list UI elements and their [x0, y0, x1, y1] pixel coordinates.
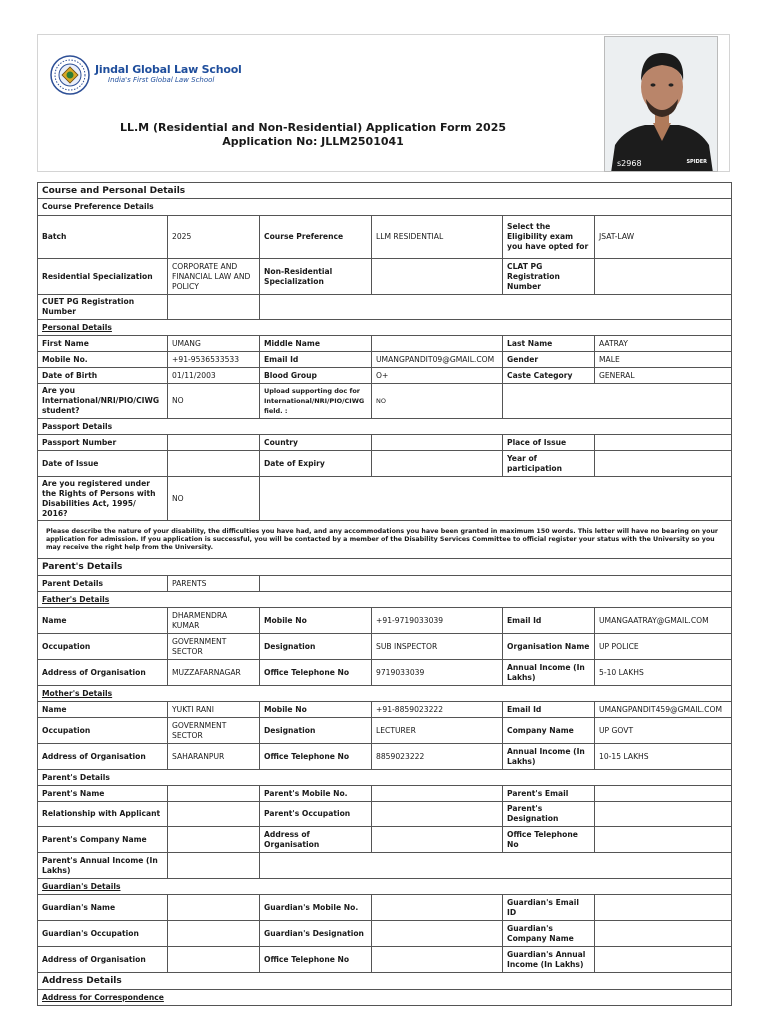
parent-mobile-label: Parent's Mobile No.	[260, 786, 372, 802]
course-preference-value: LLM RESIDENTIAL	[372, 216, 503, 259]
country-label: Country	[260, 435, 372, 451]
international-label: Are you International/NRI/PIO/CIWG student?	[38, 384, 168, 419]
photo-brand-tag: SPIDER	[686, 159, 707, 165]
table-row	[38, 947, 732, 973]
last-name-label: Last Name	[503, 336, 595, 352]
table-row	[38, 435, 732, 451]
residential-spec-value: CORPORATE AND FINANCIAL LAW AND POLICY	[168, 259, 260, 295]
table-row	[38, 827, 732, 853]
mother-designation-value: LECTURER	[372, 718, 503, 744]
dob-value: 01/11/2003	[168, 368, 260, 384]
table-row	[38, 786, 732, 802]
parent-mobile-value	[372, 786, 503, 802]
guardian-income-label: Guardian's Annual Income (In Lakhs)	[503, 947, 595, 973]
father-mobile-label: Mobile No	[260, 608, 372, 634]
parent-occupation-value	[372, 802, 503, 827]
mother-designation-label: Designation	[260, 718, 372, 744]
guardian-occupation-label: Guardian's Occupation	[38, 921, 168, 947]
parent-income-value	[168, 853, 260, 879]
father-name-label: Name	[38, 608, 168, 634]
gender-value: MALE	[595, 352, 732, 368]
guardian-email-value	[595, 895, 732, 921]
table-row	[38, 608, 732, 634]
year-participation-value	[595, 451, 732, 477]
parent-name-value	[168, 786, 260, 802]
table-row	[38, 990, 732, 1006]
cuet-pg-label: CUET PG Registration Number	[38, 295, 168, 320]
parent-company-label: Parent's Company Name	[38, 827, 168, 853]
parent-occupation-label: Parent's Occupation	[260, 802, 372, 827]
parent-office-tel-value	[595, 827, 732, 853]
empty-cell	[260, 477, 732, 521]
table-row	[38, 336, 732, 352]
mother-name-value: YUKTI RANI	[168, 702, 260, 718]
table-row	[38, 384, 732, 419]
last-name-value: AATRAY	[595, 336, 732, 352]
applicant-portrait-image	[605, 37, 718, 172]
empty-cell	[260, 576, 732, 592]
school-logo	[50, 55, 250, 99]
parent-address-value	[372, 827, 503, 853]
parent-block-heading: Parent's Details	[38, 770, 732, 786]
upload-doc-value: NO	[372, 384, 503, 419]
parent-name-label: Parent's Name	[38, 786, 168, 802]
correspondence-heading: Address for Correspondence	[38, 990, 732, 1006]
mobile-value: +91-9536533533	[168, 352, 260, 368]
table-row	[38, 702, 732, 718]
table-row	[38, 352, 732, 368]
personal-details-heading: Personal Details	[38, 320, 732, 336]
table-row	[38, 183, 732, 199]
table-row	[38, 634, 732, 660]
clat-pg-label: CLAT PG Registration Number	[503, 259, 595, 295]
gender-label: Gender	[503, 352, 595, 368]
passport-number-value	[168, 435, 260, 451]
empty-cell	[260, 853, 732, 879]
father-designation-label: Designation	[260, 634, 372, 660]
table-row	[38, 451, 732, 477]
mother-company-value: UP GOVT	[595, 718, 732, 744]
guardian-office-tel-label: Office Telephone No	[260, 947, 372, 973]
clat-pg-value	[595, 259, 732, 295]
father-office-tel-value: 9719033039	[372, 660, 503, 686]
guardian-email-label: Guardian's Email ID	[503, 895, 595, 921]
guardian-office-tel-value	[372, 947, 503, 973]
place-of-issue-value	[595, 435, 732, 451]
guardian-company-label: Guardian's Company Name	[503, 921, 595, 947]
mother-details-heading: Mother's Details	[38, 686, 732, 702]
guardian-designation-value	[372, 921, 503, 947]
mother-mobile-label: Mobile No	[260, 702, 372, 718]
caste-label: Caste Category	[503, 368, 595, 384]
table-row	[38, 879, 732, 895]
email-value: UMANGPANDIT09@GMAIL.COM	[372, 352, 503, 368]
parent-email-label: Parent's Email	[503, 786, 595, 802]
application-form-table	[37, 182, 732, 1006]
first-name-label: First Name	[38, 336, 168, 352]
parent-income-label: Parent's Annual Income (In Lakhs)	[38, 853, 168, 879]
applicant-photo	[604, 36, 718, 172]
caste-value: GENERAL	[595, 368, 732, 384]
batch-label: Batch	[38, 216, 168, 259]
mother-office-tel-label: Office Telephone No	[260, 744, 372, 770]
guardian-name-label: Guardian's Name	[38, 895, 168, 921]
table-row	[38, 802, 732, 827]
school-seal-icon	[50, 55, 90, 95]
table-row	[38, 853, 732, 879]
photo-number: s2968	[617, 159, 642, 168]
section-address: Address Details	[38, 973, 732, 990]
table-row	[38, 295, 732, 320]
table-row	[38, 320, 732, 336]
guardian-details-heading: Guardian's Details	[38, 879, 732, 895]
year-participation-label: Year of participation	[503, 451, 595, 477]
guardian-income-value	[595, 947, 732, 973]
passport-details-heading: Passport Details	[38, 419, 732, 435]
mother-occupation-label: Occupation	[38, 718, 168, 744]
table-row	[38, 521, 732, 559]
table-row	[38, 199, 732, 216]
guardian-company-value	[595, 921, 732, 947]
table-row	[38, 660, 732, 686]
mother-address-value: SAHARANPUR	[168, 744, 260, 770]
table-row	[38, 216, 732, 259]
father-name-value: DHARMENDRA KUMAR	[168, 608, 260, 634]
father-address-value: MUZZAFARNAGAR	[168, 660, 260, 686]
country-value	[372, 435, 503, 451]
date-of-issue-value	[168, 451, 260, 477]
parent-company-value	[168, 827, 260, 853]
parent-details-value: PARENTS	[168, 576, 260, 592]
guardian-mobile-value	[372, 895, 503, 921]
middle-name-label: Middle Name	[260, 336, 372, 352]
father-org-value: UP POLICE	[595, 634, 732, 660]
father-occupation-label: Occupation	[38, 634, 168, 660]
father-occupation-value: GOVERNMENT SECTOR	[168, 634, 260, 660]
mother-income-value: 10-15 LAKHS	[595, 744, 732, 770]
table-row	[38, 368, 732, 384]
mother-company-label: Company Name	[503, 718, 595, 744]
place-of-issue-label: Place of Issue	[503, 435, 595, 451]
guardian-mobile-label: Guardian's Mobile No.	[260, 895, 372, 921]
application-number: Application No: JLLM2501041	[222, 135, 404, 148]
table-row	[38, 895, 732, 921]
parent-email-value	[595, 786, 732, 802]
email-label: Email Id	[260, 352, 372, 368]
date-of-issue-label: Date of Issue	[38, 451, 168, 477]
mobile-label: Mobile No.	[38, 352, 168, 368]
table-row	[38, 686, 732, 702]
residential-spec-label: Residential Specialization	[38, 259, 168, 295]
blood-group-label: Blood Group	[260, 368, 372, 384]
form-title	[98, 121, 528, 149]
section-parents: Parent's Details	[38, 559, 732, 576]
mother-email-value: UMANGPANDIT459@GMAIL.COM	[595, 702, 732, 718]
mother-email-label: Email Id	[503, 702, 595, 718]
mother-office-tel-value: 8859023222	[372, 744, 503, 770]
section-course-personal: Course and Personal Details	[38, 183, 732, 199]
table-row	[38, 576, 732, 592]
table-row	[38, 744, 732, 770]
international-value: NO	[168, 384, 260, 419]
eligibility-exam-label: Select the Eligibility exam you have opted for	[503, 216, 595, 259]
blood-group-value: O+	[372, 368, 503, 384]
parent-office-tel-label: Office Telephone No	[503, 827, 595, 853]
table-row	[38, 259, 732, 295]
father-email-label: Email Id	[503, 608, 595, 634]
date-of-expiry-value	[372, 451, 503, 477]
empty-cell	[260, 295, 732, 320]
disability-note: Please describe the nature of your disability, the difficulties you have had, and any accommodations you have been granted in maximum 150 words. This letter will have no bearing on your application for admission. If you application is successful, you will be contacted by a member of the Disability Services Committee to official register your status with the University so you may receive the right help from the University.	[38, 521, 732, 559]
school-tagline: India's First Global Law School	[108, 76, 215, 84]
dob-label: Date of Birth	[38, 368, 168, 384]
guardian-address-label: Address of Organisation	[38, 947, 168, 973]
parent-address-label: Address of Organisation	[260, 827, 372, 853]
father-mobile-value: +91-9719033039	[372, 608, 503, 634]
relationship-value	[168, 802, 260, 827]
mother-mobile-value: +91-8859023222	[372, 702, 503, 718]
father-designation-value: SUB INSPECTOR	[372, 634, 503, 660]
empty-cell	[503, 384, 732, 419]
father-income-label: Annual Income (In Lakhs)	[503, 660, 595, 686]
parent-designation-label: Parent's Designation	[503, 802, 595, 827]
batch-value: 2025	[168, 216, 260, 259]
form-header	[37, 34, 730, 172]
mother-occupation-value: GOVERNMENT SECTOR	[168, 718, 260, 744]
guardian-occupation-value	[168, 921, 260, 947]
table-row	[38, 770, 732, 786]
course-preference-label: Course Preference	[260, 216, 372, 259]
father-income-value: 5-10 LAKHS	[595, 660, 732, 686]
nonresidential-spec-value	[372, 259, 503, 295]
form-title-line: LL.M (Residential and Non-Residential) Application Form 2025	[119, 121, 507, 134]
mother-address-label: Address of Organisation	[38, 744, 168, 770]
guardian-address-value	[168, 947, 260, 973]
disability-value: NO	[168, 477, 260, 521]
middle-name-value	[372, 336, 503, 352]
guardian-name-value	[168, 895, 260, 921]
table-row	[38, 592, 732, 608]
father-org-label: Organisation Name	[503, 634, 595, 660]
first-name-value: UMANG	[168, 336, 260, 352]
mother-income-label: Annual Income (In Lakhs)	[503, 744, 595, 770]
cuet-pg-value	[168, 295, 260, 320]
mother-name-label: Name	[38, 702, 168, 718]
table-row	[38, 419, 732, 435]
father-email-value: UMANGAATRAY@GMAIL.COM	[595, 608, 732, 634]
nonresidential-spec-label: Non-Residential Specialization	[260, 259, 372, 295]
father-address-label: Address of Organisation	[38, 660, 168, 686]
school-name: Jindal Global Law School	[95, 63, 242, 76]
table-row	[38, 718, 732, 744]
parent-details-label: Parent Details	[38, 576, 168, 592]
guardian-designation-label: Guardian's Designation	[260, 921, 372, 947]
eligibility-exam-value: JSAT-LAW	[595, 216, 732, 259]
table-row	[38, 477, 732, 521]
passport-number-label: Passport Number	[38, 435, 168, 451]
course-preference-heading: Course Preference Details	[38, 199, 732, 216]
parent-designation-value	[595, 802, 732, 827]
table-row	[38, 921, 732, 947]
father-details-heading: Father's Details	[38, 592, 732, 608]
father-office-tel-label: Office Telephone No	[260, 660, 372, 686]
table-row	[38, 559, 732, 576]
relationship-label: Relationship with Applicant	[38, 802, 168, 827]
upload-doc-label: Upload supporting doc for International/NRI/PIO/CIWG field. :	[260, 384, 372, 419]
disability-label: Are you registered under the Rights of Persons with Disabilities Act, 1995/ 2016?	[38, 477, 168, 521]
table-row	[38, 973, 732, 990]
date-of-expiry-label: Date of Expiry	[260, 451, 372, 477]
